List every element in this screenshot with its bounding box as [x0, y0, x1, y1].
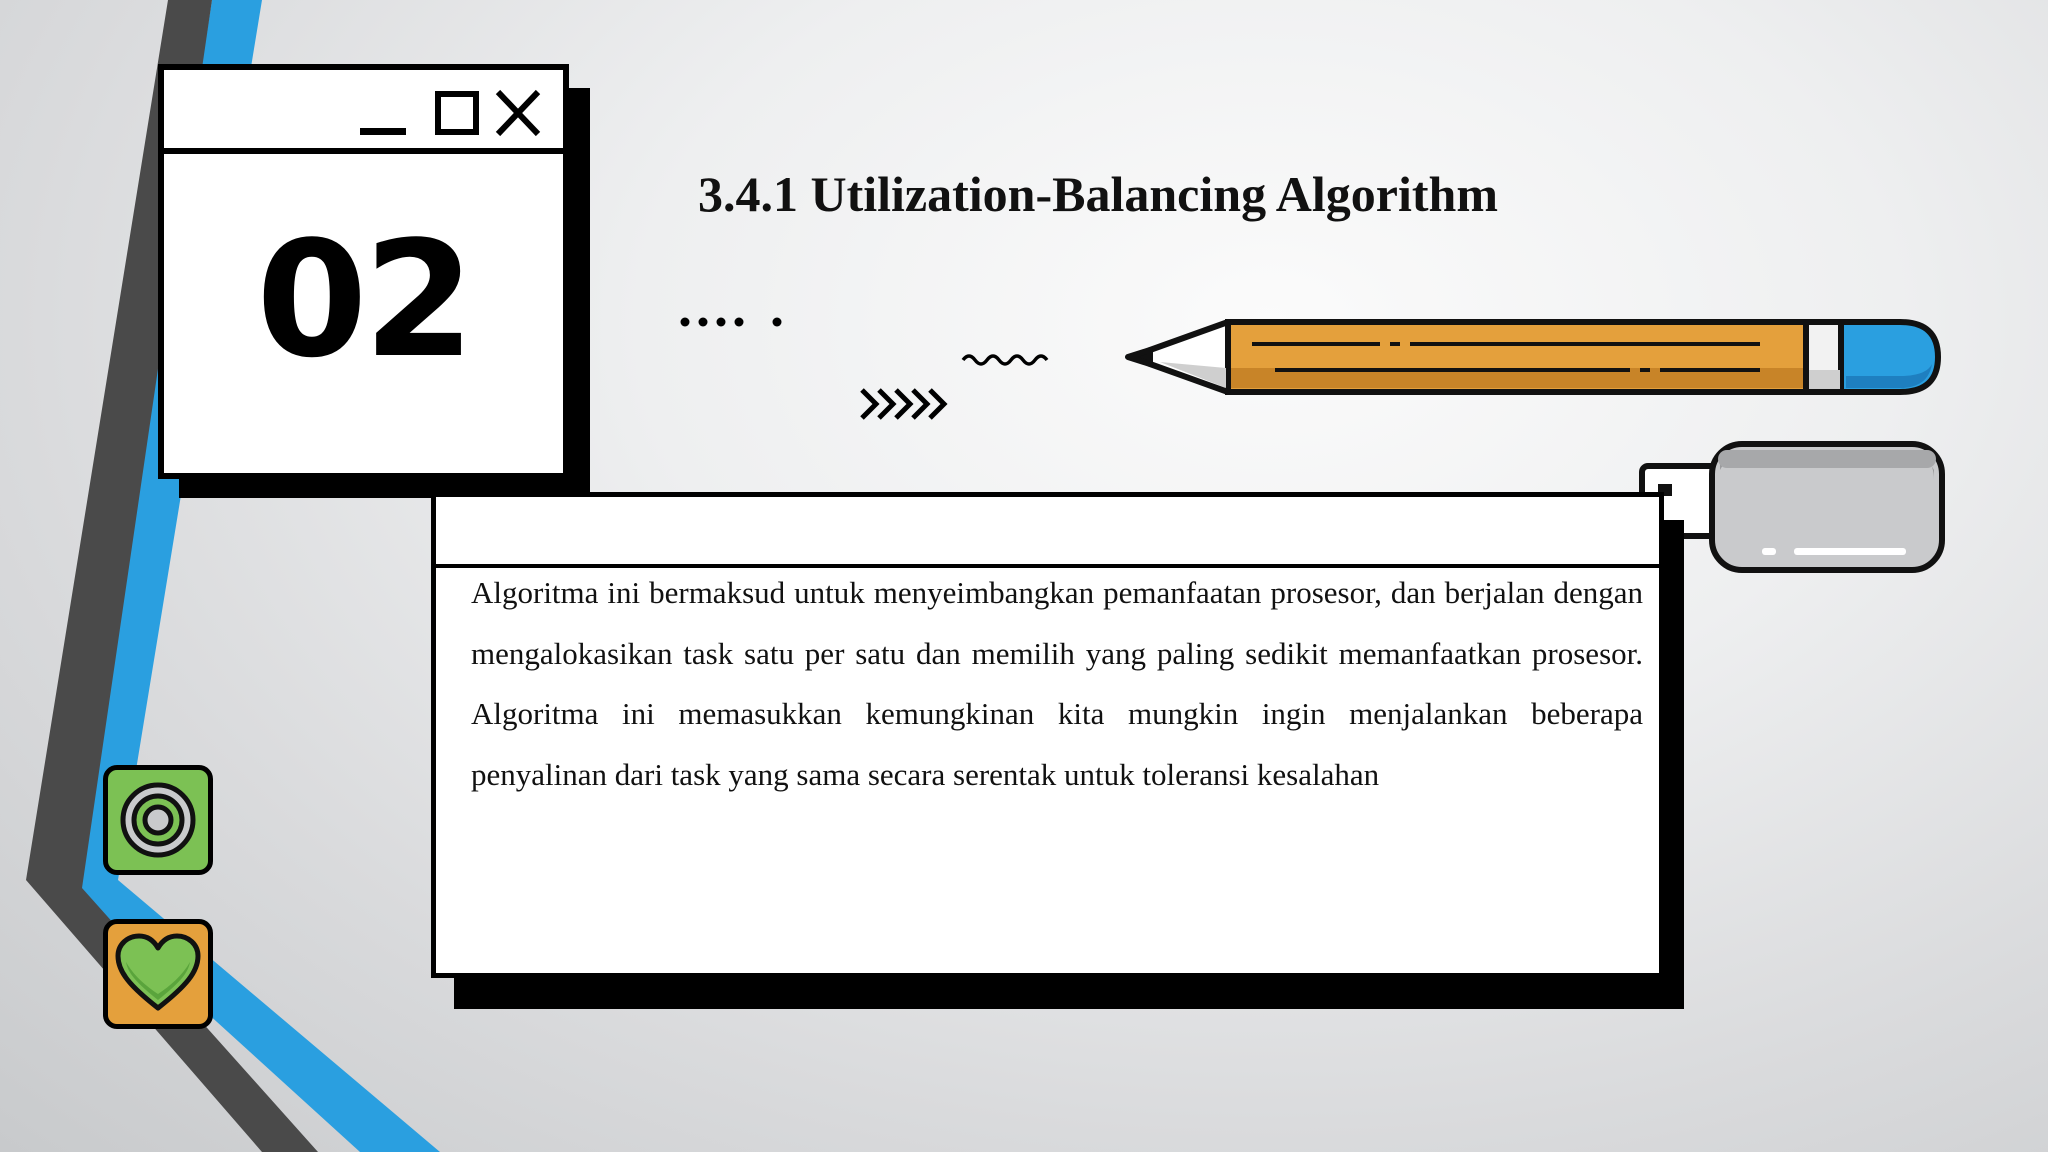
target-button[interactable] — [103, 765, 213, 875]
slide-number-window — [158, 64, 569, 479]
minimize-icon — [360, 128, 406, 135]
maximize-icon — [438, 94, 476, 132]
close-icon — [498, 92, 538, 134]
heart-icon — [118, 936, 198, 1008]
slide-title: 3.4.1 Utilization-Balancing Algorithm — [698, 166, 1498, 222]
heart-button[interactable] — [103, 919, 213, 1029]
slide-number: 02 — [256, 206, 471, 393]
window-title-bar — [164, 70, 563, 154]
content-window — [431, 492, 1664, 978]
target-icon — [123, 785, 193, 855]
body-paragraph: Algoritma ini bermaksud untuk menyeimbangkan pemanfaatan prosesor, dan berjalan dengan mengalokasikan task satu per satu dan memilih yang paling sedikit memanfaatkan prosesor. Algoritma ini memasukkan kemungkinan kita mungkin ingin menjalankan beberapa penyalinan dari task yang sama secara serentak untuk toleransi kesalahan — [471, 575, 1643, 792]
content-window-bar — [436, 497, 1659, 568]
